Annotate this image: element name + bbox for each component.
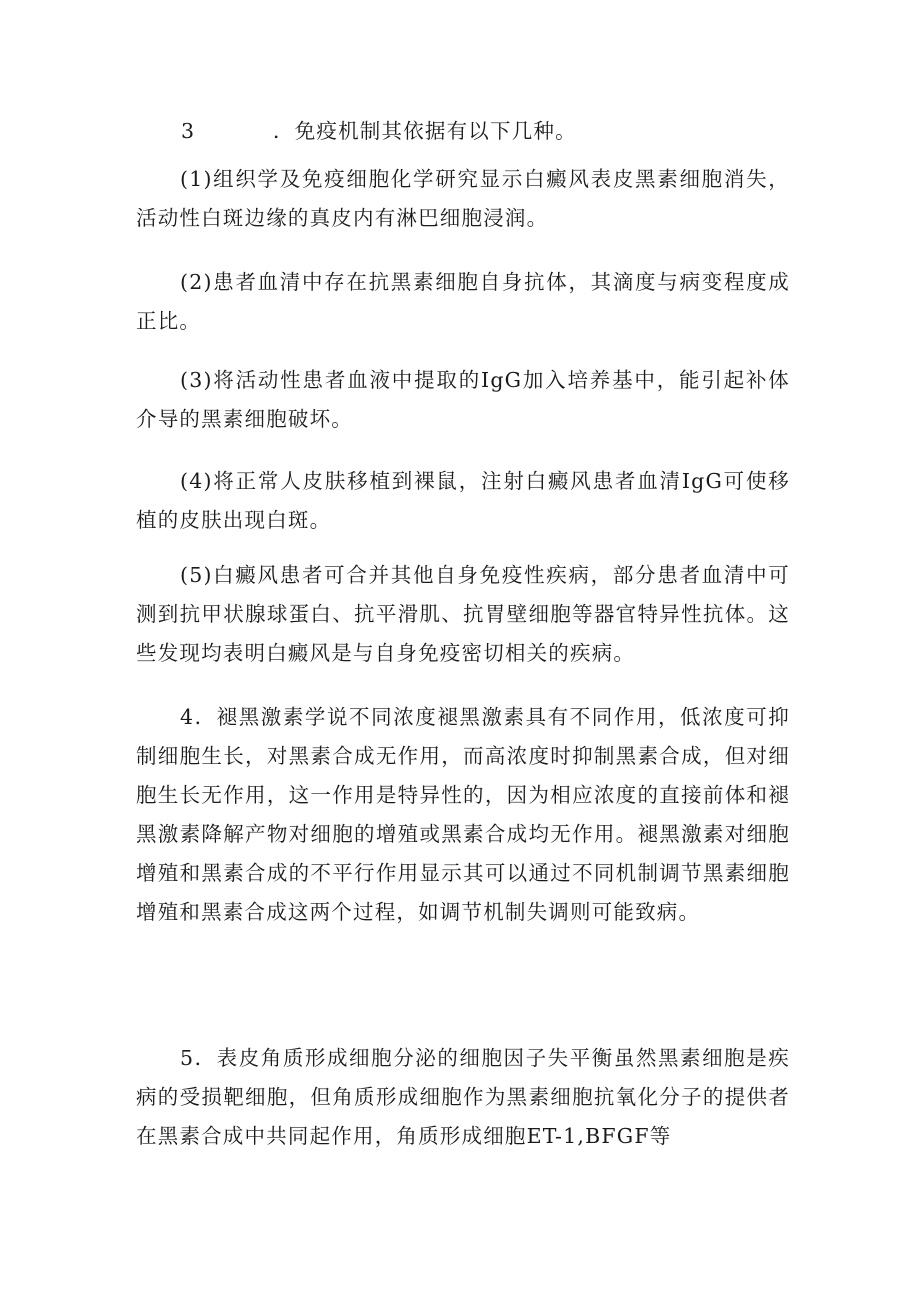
- section-3-title: ．免疫机制其依据有以下几种。: [273, 119, 577, 143]
- paragraph-5: (5)白癜风患者可合并其他自身免疫性疾病，部分患者血清中可测到抗甲状腺球蛋白、抗平滑肌、抗胃壁细胞等器官特异性抗体。这些发现均表明白癜风是与自身免疫密切相关的疾病。: [136, 563, 790, 665]
- paragraph-1: (1)组织学及免疫细胞化学研究显示白癜风表皮黑素细胞消失，活动性白斑边缘的真皮内有淋巴细胞浸润。: [136, 167, 790, 230]
- section-3-number: 3: [181, 119, 196, 143]
- paragraph-2: (2)患者血清中存在抗黑素细胞自身抗体，其滴度与病变程度成正比。: [136, 270, 790, 333]
- paragraph-3: (3)将活动性患者血液中提取的IgG加入培养基中，能引起补体介导的黑素细胞破坏。: [136, 368, 790, 431]
- section-4-paragraph: 4．褪黑激素学说不同浓度褪黑激素具有不同作用，低浓度可抑制细胞生长，对黑素合成无作用，而高浓度时抑制黑素合成，但对细胞生长无作用，这一作用是特异性的，因为相应浓度的直接前体和褪黑激素降解产物对细胞的增殖或黑素合成均无作用。褪黑激素对细胞增殖和黑素合成的不平行作用显示其可以通过不同机制调节黑素细胞增殖和黑素合成这两个过程，如调节机制失调则可能致病。: [136, 705, 790, 924]
- paragraph-4: (4)将正常人皮肤移植到裸鼠，注射白癜风患者血清IgG可使移植的皮肤出现白斑。: [136, 469, 790, 532]
- section-3-heading: [136, 112, 790, 151]
- section-5-paragraph: 5．表皮角质形成细胞分泌的细胞因子失平衡虽然黑素细胞是疾病的受损靶细胞，但角质形成细胞作为黑素细胞抗氧化分子的提供者在黑素合成中共同起作用，角质形成细胞ET-1,BFGF等: [136, 1046, 790, 1148]
